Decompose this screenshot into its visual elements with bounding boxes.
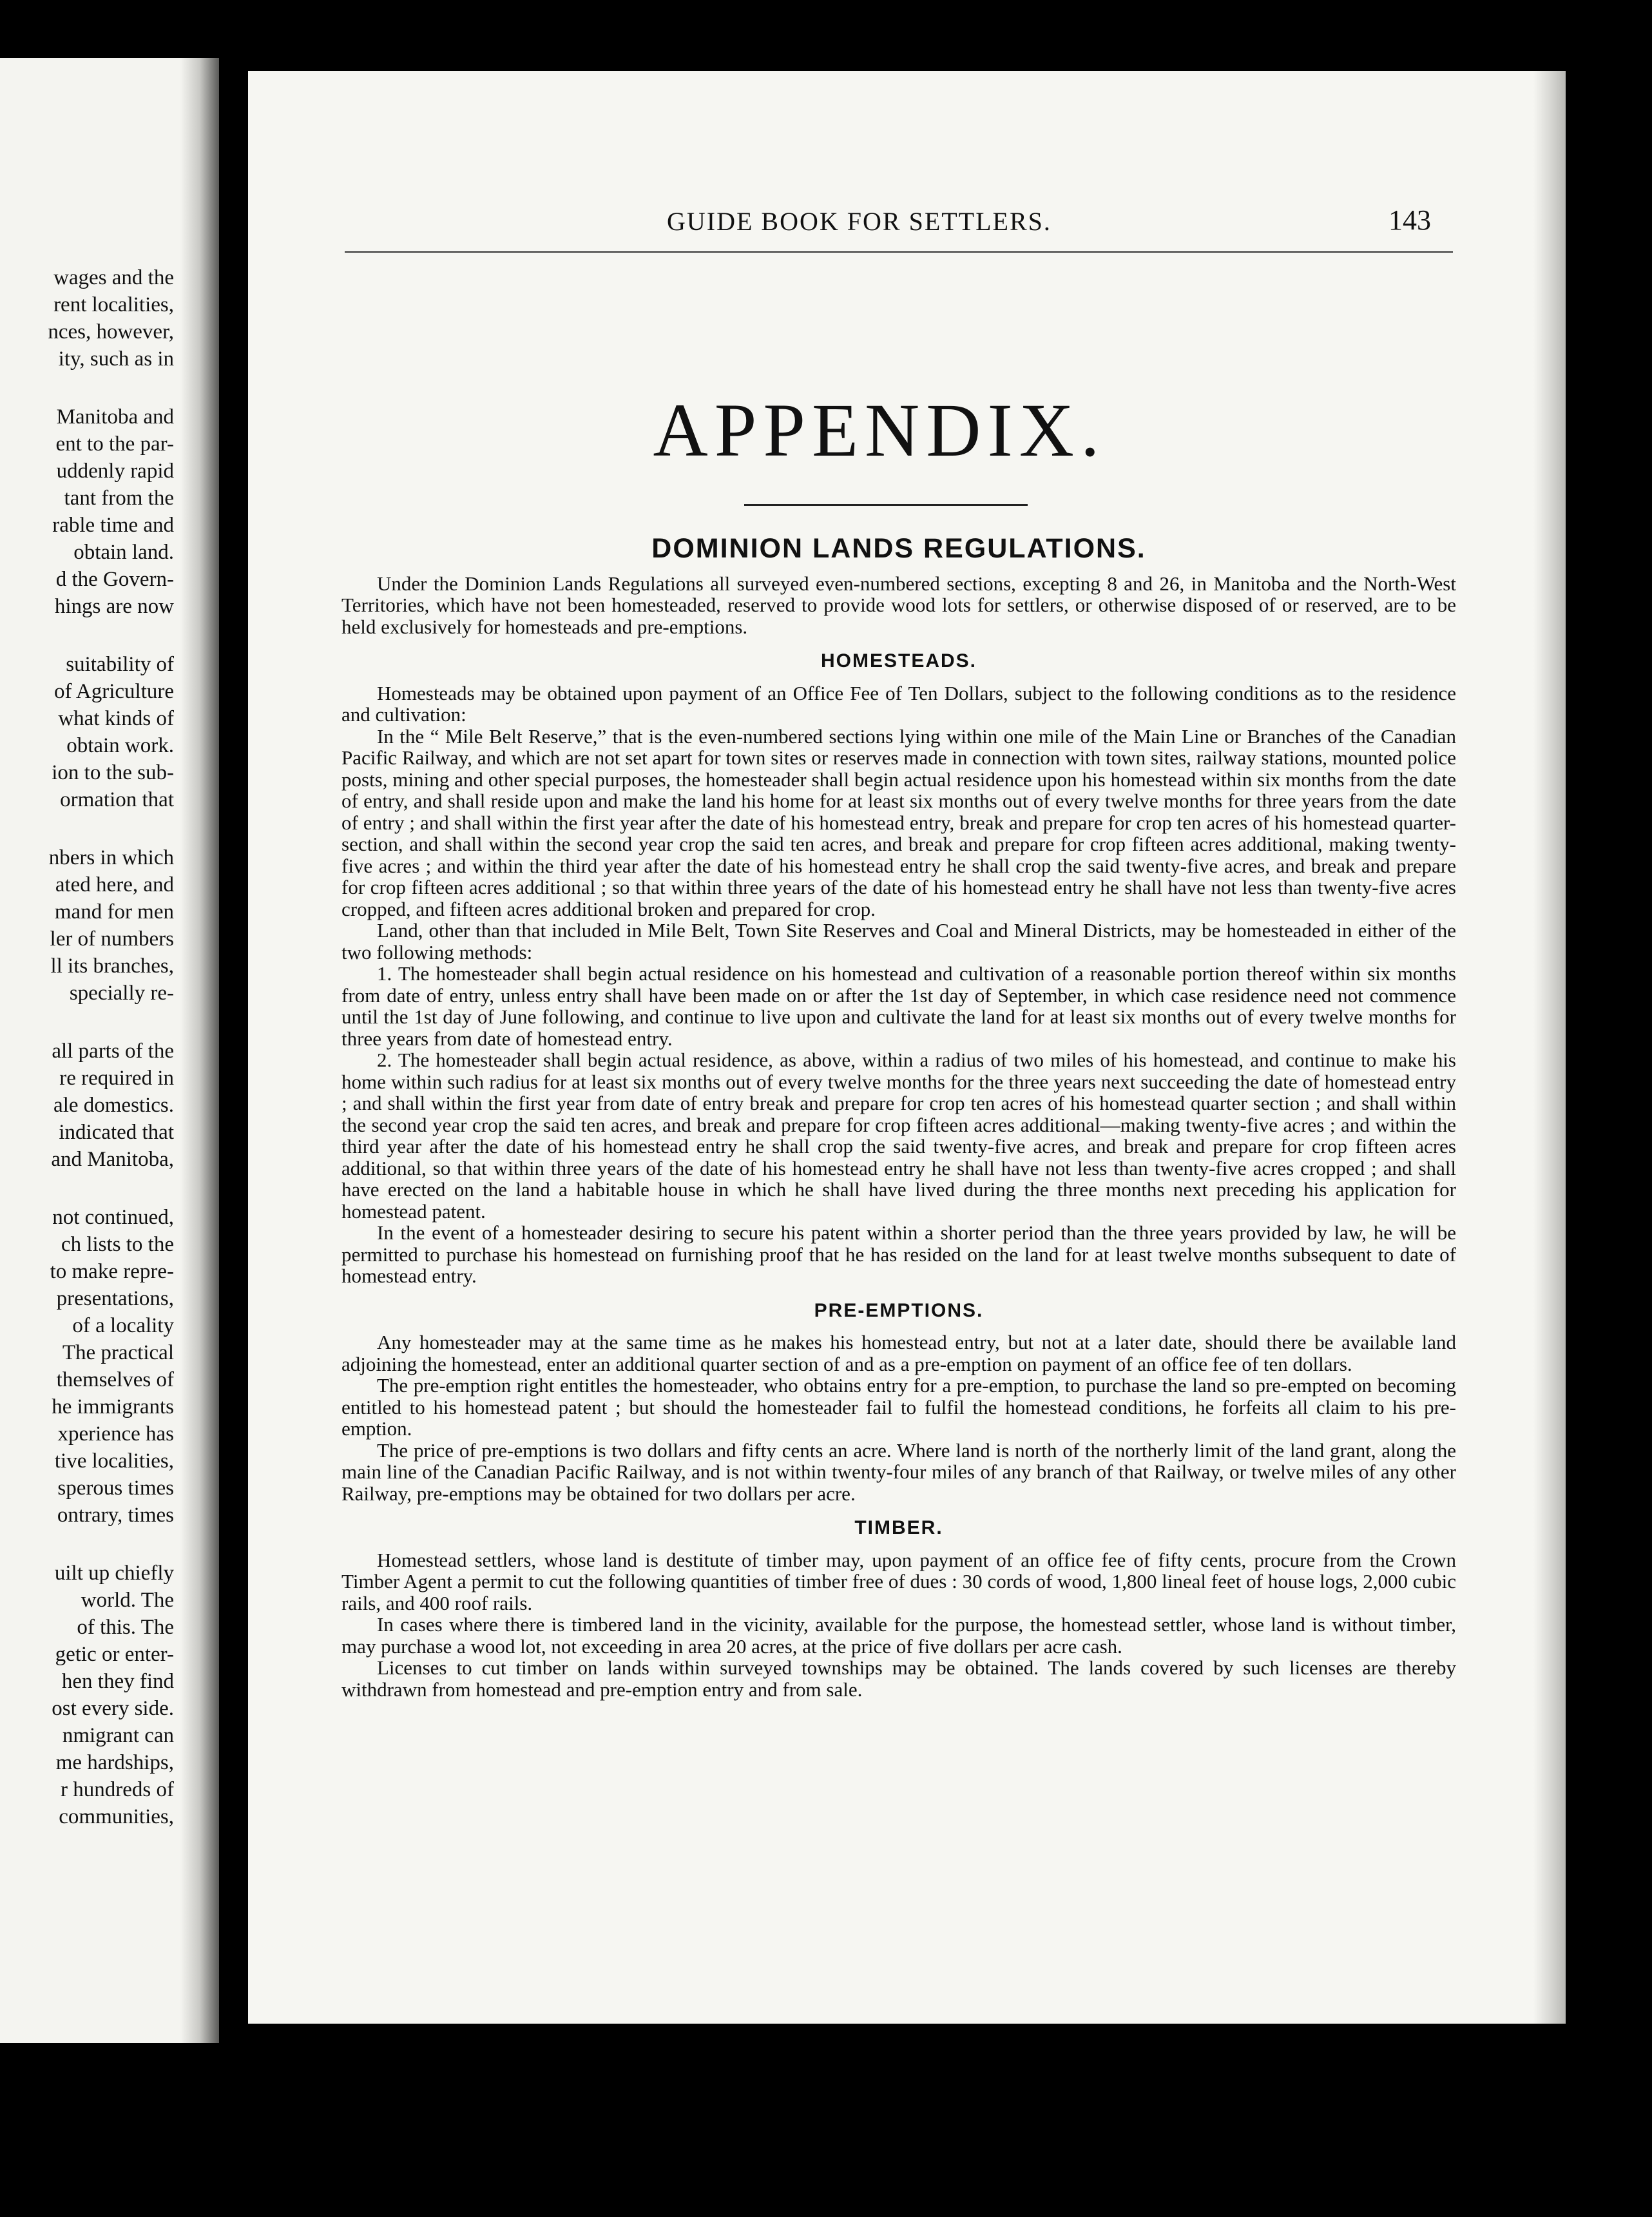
section-heading-preemptions: PRE-EMPTIONS. <box>814 1299 984 1321</box>
left-text-line: indicated that <box>59 1121 174 1144</box>
left-text-line: tive localities, <box>54 1449 174 1473</box>
left-text-line: nbers in which <box>48 846 174 869</box>
left-text-line: world. The <box>81 1589 174 1612</box>
left-text-line: nces, however, <box>48 320 174 344</box>
left-text-line: ll its branches, <box>50 954 174 978</box>
left-text-line: presentations, <box>56 1287 174 1310</box>
body-text <box>341 532 1456 1700</box>
left-text-line: uddenly rapid <box>56 460 174 483</box>
intro-paragraph: Under the Dominion Lands Regulations all surveyed even-numbered sections, excepting 8 and 26, in Manitoba and the North-West Territories, which have not been homesteaded, reserved to provide wood lots for settlers, or otherwise disposed of or reserved, are to be held exclusively for homesteads and pre-emptions. <box>341 572 1456 638</box>
paragraph: In the “ Mile Belt Reserve,” that is the even-numbered sections lying within one mile of the Main Line or Branches of the Canadian Pacific Railway, and which are not set apart for town sites or reserves made in connection with town sites, railway stations, mounted police posts, mining and other special purposes, the homesteader shall begin actual residence upon his homestead within six months from the date of entry, and shall reside upon and make the land his home for at least six months out of every twelve months for three years from the date of entry ; and shall within the first year after the date of his homestead entry, break and prepare for crop ten acres of his homestead quarter-section, and shall within the second year crop the said ten acres, and break and prepare for crop fifteen acres additional, making twenty-five acres ; and within the third year after the date of his homestead entry he shall crop the said twenty-five acres, and break and prepare for crop fifteen acres additional ; so that within three years of the date of his homestead entry he shall have not less than twenty-five acres cropped, and fifteen acres additional broken and prepared for crop. <box>341 724 1456 920</box>
paragraph: Land, other than that included in Mile Belt, Town Site Reserves and Coal and Mineral Districts, may be homesteaded in either of the two following methods: <box>341 919 1456 963</box>
left-text-line: nmigrant can <box>62 1724 174 1747</box>
left-text-line: The practical <box>62 1341 174 1364</box>
title-rule <box>744 504 1028 506</box>
left-text-line: tant from the <box>64 487 174 510</box>
left-text-line: d the Govern- <box>55 568 174 591</box>
left-text-line: specially re- <box>69 982 174 1005</box>
left-page-fragment <box>0 58 219 2043</box>
left-text-line: ch lists to the <box>61 1233 174 1256</box>
page-number: 143 <box>1388 204 1431 236</box>
line-gap <box>0 813 174 844</box>
left-text-line: getic or enter- <box>55 1643 174 1666</box>
left-text-line: r hundreds of <box>61 1778 174 1801</box>
left-text-line: me hardships, <box>55 1751 174 1774</box>
left-text-line: ontrary, times <box>57 1504 174 1527</box>
paragraph: Homesteads may be obtained upon payment of an Office Fee of Ten Dollars, subject to the following conditions as to the residence and cultivation: <box>341 681 1456 726</box>
running-title: GUIDE BOOK FOR SETTLERS. <box>667 207 1052 236</box>
left-text-line: ated here, and <box>55 873 174 896</box>
left-text-line: re required in <box>59 1067 174 1090</box>
paragraph: The price of pre-emptions is two dollars and fifty cents an acre. Where land is north of the northerly limit of the land grant, along the main line of the Canadian Pacific Railway, and is not within twenty-four miles of any branch of that Railway, or twelve miles of any other Railway, pre-emptions may be obtained for two dollars per acre. <box>341 1438 1456 1505</box>
left-text-line: he immigrants <box>52 1395 174 1418</box>
left-text-line: of a locality <box>72 1314 174 1337</box>
left-text-line: wages and the <box>53 266 174 289</box>
left-text-line: Manitoba and <box>56 405 174 429</box>
left-text-line: ent to the par- <box>55 432 174 456</box>
left-text-line: rable time and <box>52 514 174 537</box>
paragraph: 1. The homesteader shall begin actual residence on his homestead and cultivation of a reasonable portion thereof within six months from date of entry, unless entry shall have been made on or after the 1st day of September, in which case residence need not commence until the 1st day of June following, and continue to live upon and cultivate the land for at least six months out of every twelve months for three years from date of homestead entry. <box>341 962 1456 1050</box>
left-text-line: xperience has <box>57 1422 174 1446</box>
line-gap <box>0 1007 174 1038</box>
paragraph: In cases where there is timbered land in the vicinity, available for the purpose, the homestead settler, whose land is without timber, may purchase a wood lot, not exceeding in area 20 acres, at the price of five dollars per acre cash. <box>341 1613 1456 1658</box>
line-gap <box>0 1173 174 1204</box>
left-text-line: rent localities, <box>53 293 174 316</box>
left-text-line: uilt up chiefly <box>54 1562 174 1585</box>
left-text-line: sperous times <box>57 1476 174 1500</box>
left-text-line: communities, <box>59 1805 174 1828</box>
left-text-line: of Agriculture <box>53 680 174 703</box>
right-page <box>248 71 1566 2024</box>
left-text-line: obtain land. <box>73 541 174 564</box>
paragraph: The pre-emption right entitles the homesteader, who obtains entry for a pre-emption, to purchase the land so pre-empted on becoming entitled to his homestead patent ; but should the homesteader fail to fulfil the homestead conditions, he forfeits all claim to his pre-emption. <box>341 1374 1456 1440</box>
page-title: APPENDIX. <box>653 388 1106 472</box>
left-page-text <box>0 264 174 1830</box>
paragraph: In the event of a homesteader desiring to secure his patent within a shorter period than the three years provided by law, he will be permitted to purchase his homestead on furnishing proof that he has resided on the land for at least twelve months subsequent to date of homestead entry. <box>341 1221 1456 1287</box>
left-text-line: ity, such as in <box>58 347 174 371</box>
left-text-line: hen they find <box>61 1670 174 1693</box>
line-gap <box>0 1529 174 1560</box>
paragraph: Any homesteader may at the same time as he makes his homestead entry, but not at a later date, should there be available land adjoining the homestead, enter an additional quarter section of and as a pre-emption on payment of an office fee of ten dollars. <box>341 1331 1456 1375</box>
left-text-line: mand for men <box>54 900 174 924</box>
left-text-line: ormation that <box>60 788 174 811</box>
paragraph: Homestead settlers, whose land is destitute of timber may, upon payment of an office fee of fifty cents, procure from the Crown Timber Agent a permit to cut the following quantities of timber free of dues : 30 cords of wood, 1,800 lineal feet of house logs, 2,000 cubic rails, and 400 roof rails. <box>341 1548 1456 1614</box>
left-text-line: of this. The <box>77 1616 174 1639</box>
left-text-line: what kinds of <box>58 707 174 730</box>
left-text-line: hings are now <box>54 595 174 618</box>
page-edge <box>1533 71 1566 2024</box>
left-text-line: ost every side. <box>52 1697 174 1720</box>
left-text-line: ion to the sub- <box>52 761 174 784</box>
paragraph: 2. The homesteader shall begin actual residence, as above, within a radius of two miles of his homestead, and continue to make his home within such radius for at least six months out of every twelve months for the three years next succeeding the date of homestead entry ; and shall within the first year from date of entry break and prepare for crop ten acres of his homestead quarter section ; and shall within the second year crop the said ten acres, and break and prepare for crop fifteen acres additional—making twenty-five acres ; and within the third year after the date of his homestead entry he shall crop the said twenty-five acres, and break and prepare for crop fifteen acres additional, so that within three years of the date of his homestead entry he shall have not less than twenty-five acres cropped ; and shall have erected on the land a habitable house in which he shall have lived during the three months next preceding his application for homestead patent. <box>341 1049 1456 1223</box>
left-text-line: to make repre- <box>50 1260 174 1283</box>
section-heading-timber: TIMBER. <box>854 1517 943 1538</box>
line-gap <box>0 620 174 651</box>
paragraph: Licenses to cut timber on lands within surveyed townships may be obtained. The lands covered by such licenses are thereby withdrawn from homestead and pre-emption entry and from sale. <box>341 1656 1456 1701</box>
left-text-line: suitability of <box>66 653 174 676</box>
book-gutter <box>180 58 219 2043</box>
header-rule <box>345 251 1453 253</box>
left-text-line: and Manitoba, <box>51 1148 174 1171</box>
line-gap <box>0 373 174 403</box>
left-text-line: ler of numbers <box>50 927 174 951</box>
left-text-line: themselves of <box>56 1368 174 1391</box>
section-heading-homesteads: HOMESTEADS. <box>820 650 977 672</box>
left-text-line: obtain work. <box>66 734 174 757</box>
left-text-line: all parts of the <box>52 1040 174 1063</box>
left-text-line: ale domestics. <box>53 1094 174 1117</box>
left-text-line: not continued, <box>52 1206 174 1229</box>
main-heading: DOMINION LANDS REGULATIONS. <box>651 533 1146 564</box>
